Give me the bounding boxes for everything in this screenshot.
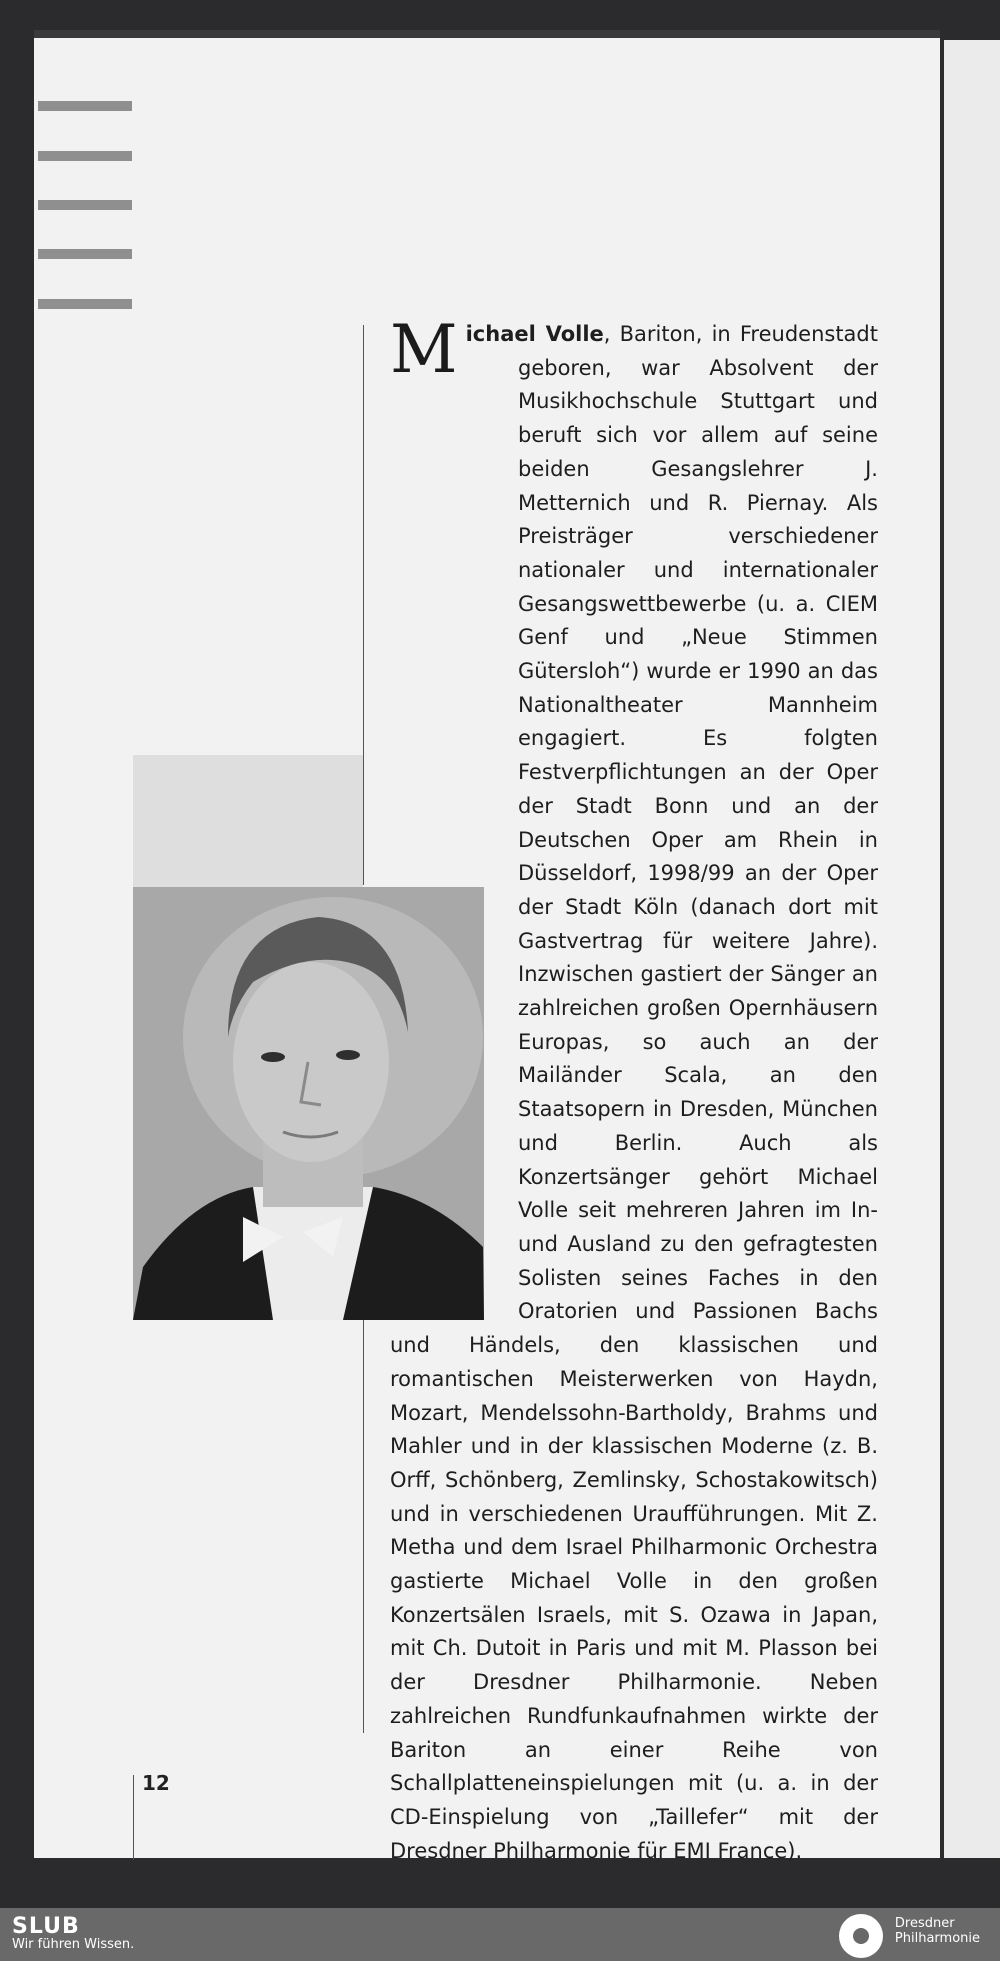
- biography-body: , Bariton, in Freudenstadt geboren, war Absolvent der Musikhochschule Stuttgart und beruft sich vor allem auf seine beiden Gesangslehrer J. Metternich und R. Piernay. Als Preisträger verschiedener nationaler und internationaler Gesangswettbewerbe (u. a. CIEM Genf und „Neue Stimmen Gütersloh“) wurde er 1990 an das Nationaltheater Mannheim engagiert. Es folgten Festverpflichtungen an der Oper der Stadt Bonn und an der Deutschen Oper am Rhein in Düsseldorf, 1998/99 an der Oper der Stadt Köln (danach dort mit Gastvertrag für weitere Jahre). Inzwischen gastiert der Sänger an zahlreichen großen Opernhäusern Europas, so auch an der Mailänder Scala, an den Staatsopern in Dresden, München und Berlin. Auch als Konzertsänger gehört Michael Volle seit mehreren Jahren im In- und Ausland zu den gefragtesten Solisten seines Faches in den Oratorien und Passionen Bachs und Händels, den klassischen und romantischen Meisterwerken von Haydn, Mozart, Mendelssohn-Bartholdy, Brahms und Mahler und in der klassischen Moderne (z. B. Orff, Schönberg, Zemlinsky, Schostakowitsch) und in verschiedenen Uraufführungen. Mit Z. Metha und dem Israel Philharmonic Orchestra gastierte Michael Volle in den großen Konzertsälen Israels, mit S. Ozawa in Japan, mit Ch. Dutoit in Paris und mit M. Plasson bei der Dresdner Philharmonie. Neben zahlreichen Rundfunkaufnahmen wirkte der Bariton an einer Reihe von Schallplatteneinspielungen mit (u. a. in der CD-Einspielung von „Taillefer“ mit der Dresdner Philharmonie für EMI France).: [390, 322, 878, 1863]
- slub-wordmark: SLUB: [12, 1914, 80, 1939]
- dresdner-philharmonie-logo[interactable]: [895, 1916, 980, 1946]
- next-page-edge: [944, 40, 1000, 1858]
- slub-tagline: Wir führen Wissen.: [12, 1937, 135, 1952]
- slub-logo[interactable]: [12, 1914, 134, 1952]
- folio-rule: [133, 1775, 134, 1860]
- photo-wrap-spacer: [390, 870, 518, 1303]
- column-rule: [363, 1320, 364, 1733]
- margin-bar: [38, 200, 132, 210]
- partner-line2: Philharmonie: [894, 1931, 980, 1946]
- column-rule: [363, 325, 364, 885]
- biography-text: [390, 311, 878, 1868]
- margin-bar: [38, 151, 132, 161]
- footer-bar: [0, 1908, 1000, 1961]
- scan-edge: [34, 30, 940, 38]
- philharmonie-emblem-icon: [839, 1914, 883, 1958]
- margin-bar: [38, 101, 132, 111]
- artist-name: ichael Volle: [465, 322, 604, 346]
- photo-backdrop: [133, 755, 363, 887]
- drop-cap: M: [390, 311, 458, 388]
- partner-line1: Dresdner: [894, 1916, 955, 1931]
- margin-bar: [38, 299, 132, 309]
- margin-bar: [38, 249, 132, 259]
- page-number: 12: [142, 1771, 170, 1795]
